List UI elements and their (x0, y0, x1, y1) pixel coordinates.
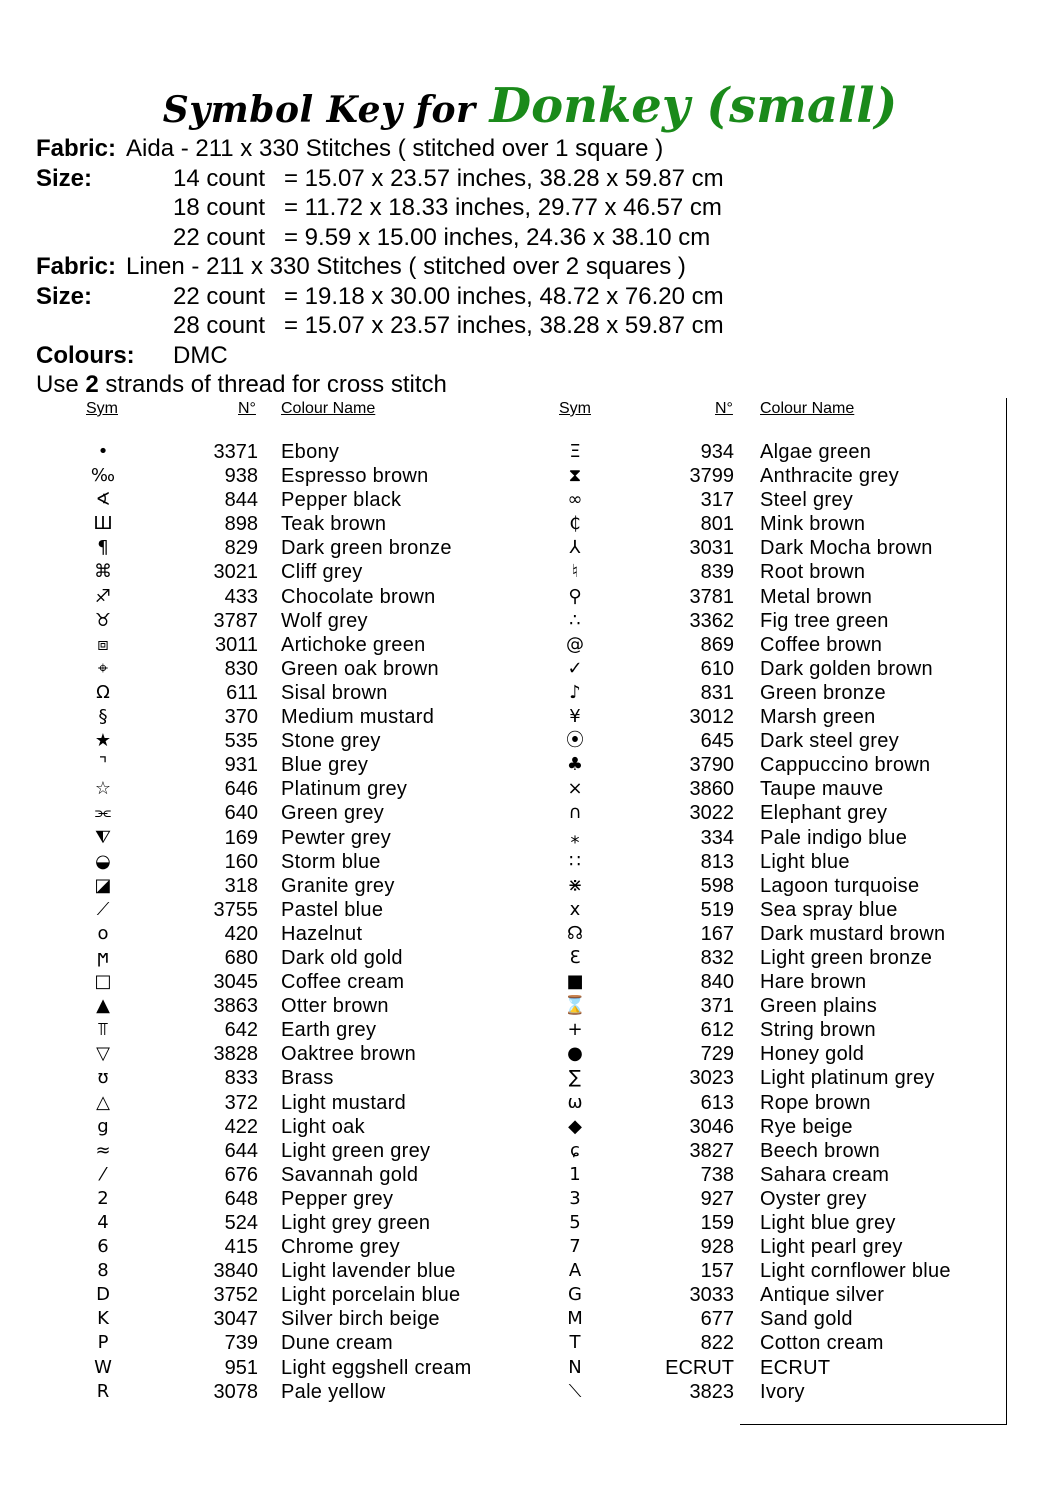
colour-name: Stone grey (281, 730, 381, 753)
colour-name: Dark mustard brown (760, 922, 946, 945)
size-count: 22 count (173, 282, 266, 310)
colour-name: Hazelnut (281, 922, 363, 945)
colour-name: Pale yellow (281, 1380, 386, 1403)
symbol-glyph: ⧈ (97, 633, 109, 655)
symbol-glyph: ω (567, 1091, 583, 1113)
dmc-number: 677 (700, 1308, 734, 1331)
colour-name: String brown (760, 1019, 876, 1042)
header-sym: Sym (86, 400, 118, 417)
symbol-glyph: ⫘ (94, 802, 112, 824)
symbol-glyph: ▽ (96, 1043, 110, 1065)
dmc-number: 3781 (689, 585, 734, 608)
symbol-glyph: ◆ (568, 1115, 582, 1137)
dmc-number: 3860 (689, 778, 734, 801)
symbol-glyph: ☊ (567, 922, 583, 944)
size-row (36, 193, 722, 223)
dmc-number: 3078 (213, 1380, 258, 1403)
size-row (36, 311, 724, 341)
symbol-glyph: T (569, 1332, 581, 1354)
colour-name: Algae green (760, 441, 872, 463)
symbol-glyph: ☆ (94, 778, 112, 800)
colour-name: Ivory (760, 1380, 805, 1403)
symbol-glyph: ◪ (94, 874, 112, 896)
size-row (36, 223, 711, 253)
dmc-number: 317 (700, 489, 734, 512)
colour-name: Antique silver (760, 1284, 885, 1307)
symbol-glyph: △ (96, 1091, 110, 1113)
bottom-border (740, 1424, 1007, 1425)
dmc-number: 640 (224, 802, 258, 825)
colour-name: Light blue grey (760, 1212, 896, 1234)
symbol-glyph: ⌘ (94, 561, 112, 583)
aida-fabric-row (36, 134, 686, 164)
colour-name: Earth grey (281, 1019, 377, 1042)
symbol-glyph: 1 (569, 1163, 581, 1185)
colour-name: Brass (281, 1067, 334, 1090)
dmc-number: 610 (700, 657, 734, 680)
dmc-number: 535 (224, 730, 258, 753)
dmc-number: 524 (224, 1212, 258, 1234)
symbol-glyph: A (568, 1260, 582, 1282)
symbol-glyph: ⟍ (568, 1380, 582, 1402)
colour-name: Green bronze (760, 681, 886, 704)
aida-fabric-text: Aida - 211 x 330 Stitches ( stitched over 1 square ) (126, 135, 664, 162)
dmc-number: 3023 (689, 1067, 734, 1090)
colour-name: Metal brown (760, 585, 873, 608)
symbol-glyph: ♉ (94, 609, 112, 631)
symbol-glyph: ⚲ (568, 585, 582, 607)
colour-name: Dark green bronze (281, 537, 452, 560)
dmc-number: 839 (700, 561, 734, 584)
colour-name: Fig tree green (760, 609, 889, 632)
fabric-info (36, 134, 724, 400)
colour-name: Cliff grey (281, 561, 363, 584)
symbol-glyph: Ω (96, 681, 110, 703)
colour-name: Light oak (281, 1115, 365, 1138)
dmc-number: 646 (224, 778, 258, 801)
colour-name: Elephant grey (760, 802, 888, 825)
symbol-glyph: ⋇ (567, 874, 583, 896)
dmc-number: 422 (224, 1115, 258, 1138)
size-result: = 15.07 x 23.57 inches, 38.28 x 59.87 cm (284, 312, 724, 339)
dmc-number: 645 (700, 730, 734, 753)
colour-name: Otter brown (281, 995, 389, 1018)
colour-name: Granite grey (281, 874, 395, 897)
colour-name: Espresso brown (281, 465, 429, 488)
symbol-glyph: W (94, 1356, 112, 1378)
dmc-number: 951 (224, 1356, 258, 1379)
dmc-number: 372 (224, 1091, 258, 1114)
size-result: = 19.18 x 30.00 inches, 48.72 x 76.20 cm (284, 282, 724, 310)
size-result: = 11.72 x 18.33 inches, 29.77 x 46.57 cm (284, 194, 722, 221)
colour-name: Sand gold (760, 1308, 853, 1331)
dmc-number: 3033 (689, 1284, 734, 1307)
strands-note (36, 370, 686, 400)
dmc-number: 3828 (213, 1043, 258, 1066)
dmc-number: 598 (700, 874, 734, 897)
colour-name: Light grey green (281, 1212, 431, 1234)
size-count: 18 count (173, 194, 266, 221)
colour-name: Steel grey (760, 489, 854, 512)
symbol-glyph: × (567, 778, 583, 800)
dmc-number: 371 (700, 995, 734, 1018)
dmc-number: 3863 (213, 995, 258, 1018)
colour-name: Savannah gold (281, 1163, 419, 1186)
colour-name: Oyster grey (760, 1187, 867, 1210)
dmc-number: 613 (700, 1091, 734, 1114)
size-row (36, 282, 724, 312)
dmc-number: 680 (224, 946, 258, 969)
symbol-glyph: ⌖ (97, 657, 109, 679)
symbol-glyph: ✓ (567, 657, 583, 679)
symbol-glyph: Ɛ (569, 946, 581, 968)
dmc-number: 840 (700, 971, 734, 994)
dmc-number: 831 (700, 681, 734, 704)
dmc-number: 370 (224, 706, 258, 729)
strands-post: strands of thread for cross stitch (98, 371, 447, 398)
colour-name: Dark Mocha brown (760, 537, 933, 560)
size-result: = 15.07 x 23.57 inches, 38.28 x 59.87 cm (284, 164, 724, 192)
symbol-glyph: 6 (97, 1236, 109, 1258)
colour-name: Dune cream (281, 1332, 393, 1355)
colour-name: Platinum grey (281, 778, 408, 801)
dmc-number: 3840 (213, 1260, 258, 1283)
symbol-glyph: ♣ (566, 754, 584, 776)
dmc-number: 3046 (689, 1115, 734, 1138)
colour-name: Teak brown (281, 513, 387, 536)
colour-name: Green plains (760, 995, 877, 1018)
dmc-number: 3755 (213, 898, 258, 921)
symbol-glyph: ▲ (96, 995, 110, 1017)
colour-name: Honey gold (760, 1043, 865, 1066)
colour-name: Silver birch beige (281, 1308, 440, 1331)
symbol-glyph: ■ (566, 971, 584, 993)
fabric-label: Fabric: (36, 253, 117, 280)
symbol-glyph: ≈ (95, 1139, 111, 1161)
dmc-number: 644 (224, 1139, 258, 1162)
size-count: 28 count (173, 312, 266, 339)
colour-name: Cotton cream (760, 1332, 884, 1355)
symbol-glyph: ∑ (568, 1067, 582, 1089)
dmc-number: 869 (700, 633, 734, 656)
symbol-glyph: ♮ (571, 561, 579, 583)
symbol-glyph: § (98, 706, 108, 728)
dmc-number: 3787 (213, 609, 258, 632)
dmc-number: 334 (700, 826, 734, 849)
header-num: N° (238, 400, 256, 417)
dmc-number: 832 (700, 946, 734, 969)
dmc-number: 822 (700, 1332, 734, 1355)
symbol-glyph: Ш (93, 513, 113, 535)
symbol-glyph: 3 (569, 1187, 581, 1209)
symbol-glyph: ♪ (569, 681, 581, 703)
size-count: 22 count (173, 223, 266, 251)
colour-name: Green grey (281, 802, 385, 825)
symbol-glyph: K (97, 1308, 109, 1330)
colour-name: ECRUT (760, 1356, 831, 1379)
colour-name: Beech brown (760, 1139, 881, 1162)
symbol-glyph: @ (566, 633, 584, 655)
colour-name: Taupe mauve (760, 778, 884, 801)
strands-number: 2 (85, 371, 99, 398)
symbol-glyph: ∞ (567, 489, 583, 511)
colour-name: Chrome grey (281, 1236, 400, 1259)
linen-fabric-row (36, 252, 686, 282)
symbol-glyph: ¥ (569, 706, 581, 728)
colours-value: DMC (173, 341, 228, 369)
dmc-number: 3827 (689, 1139, 734, 1162)
symbol-glyph: o (97, 922, 109, 944)
colour-name: Hare brown (760, 971, 867, 994)
symbol-glyph: ● (567, 1043, 583, 1065)
dmc-number: 3047 (213, 1308, 258, 1331)
symbol-glyph: ⦿ (566, 730, 584, 752)
colour-name: Light cornflower blue (760, 1260, 951, 1283)
dmc-number: 160 (224, 850, 258, 873)
symbol-glyph: Ξ (569, 441, 581, 462)
colour-name: Pale indigo blue (760, 826, 908, 849)
symbol-glyph: g (97, 1115, 109, 1137)
dmc-number: 318 (224, 874, 258, 897)
colour-name: Chocolate brown (281, 585, 436, 608)
colour-name: Cappuccino brown (760, 754, 931, 777)
colour-name: Marsh green (760, 706, 876, 729)
header-colour-name: Colour Name (760, 400, 855, 417)
dmc-number: 648 (224, 1187, 258, 1210)
symbol-glyph: ϻ (97, 946, 109, 968)
symbol-glyph: M (567, 1308, 583, 1330)
colour-name: Light blue (760, 850, 850, 873)
dmc-number: 415 (224, 1236, 258, 1259)
symbol-glyph: N (568, 1356, 582, 1378)
symbol-glyph: ⧗ (568, 465, 582, 487)
dmc-number: ECRUT (665, 1356, 734, 1379)
dmc-number: 3031 (689, 537, 734, 560)
symbol-glyph: G (568, 1284, 582, 1306)
colour-name: Medium mustard (281, 706, 435, 729)
colour-name: Pewter grey (281, 826, 392, 849)
size-label: Size: (36, 282, 93, 310)
symbol-glyph: ∢ (95, 489, 111, 511)
colour-name: Dark steel grey (760, 730, 899, 753)
dmc-number: 927 (700, 1187, 734, 1210)
colour-name: Dark old gold (281, 946, 403, 969)
symbol-glyph: ⟋ (96, 898, 110, 920)
dmc-number: 830 (224, 657, 258, 680)
dmc-number: 3799 (689, 465, 734, 488)
dmc-number: 813 (700, 850, 734, 873)
dmc-number: 938 (224, 465, 258, 488)
size-row (36, 164, 724, 194)
dmc-number: 3045 (213, 971, 258, 994)
header-sym: Sym (559, 400, 591, 417)
colour-name: Root brown (760, 561, 866, 584)
colour-name: Oaktree brown (281, 1043, 417, 1066)
symbol-glyph: 5 (569, 1212, 581, 1233)
colour-name: Anthracite grey (760, 465, 900, 488)
dmc-number: 169 (224, 826, 258, 849)
colour-name: Storm blue (281, 850, 381, 873)
dmc-number: 829 (224, 537, 258, 560)
colour-name: Pastel blue (281, 898, 384, 921)
colour-name: Dark golden brown (760, 657, 933, 680)
dmc-number: 738 (700, 1163, 734, 1186)
dmc-number: 931 (224, 754, 258, 777)
dmc-number: 844 (224, 489, 258, 512)
dmc-number: 934 (700, 441, 734, 463)
colours-row (36, 341, 686, 371)
symbol-glyph: P (97, 1332, 109, 1354)
dmc-number: 729 (700, 1043, 734, 1066)
colour-name: Blue grey (281, 754, 369, 777)
fabric-label: Fabric: (36, 135, 117, 162)
size-label: Size: (36, 164, 93, 192)
dmc-number: 519 (700, 898, 734, 921)
symbol-glyph: ⅄ (569, 537, 581, 559)
title-prefix: Symbol Key for (162, 89, 476, 131)
colour-name: Ebony (281, 441, 340, 463)
colour-name: Light mustard (281, 1091, 407, 1114)
dmc-number: 157 (700, 1260, 734, 1283)
dmc-number: 642 (224, 1019, 258, 1042)
symbol-glyph: • (97, 441, 109, 462)
colour-name: Lagoon turquoise (760, 874, 920, 897)
dmc-number: 898 (224, 513, 258, 536)
symbol-glyph: ⫪ (97, 1019, 109, 1041)
symbol-glyph: 7 (569, 1236, 581, 1258)
colour-name: Pepper black (281, 489, 402, 512)
symbol-glyph: ∷ (569, 850, 581, 872)
dmc-number: 3790 (689, 754, 734, 777)
dmc-number: 433 (224, 585, 258, 608)
colour-name: Coffee cream (281, 971, 405, 994)
symbol-glyph: 2 (97, 1187, 109, 1209)
right-border (1006, 398, 1007, 1424)
symbol-glyph: ʊ (97, 1067, 109, 1089)
colours-label: Colours: (36, 341, 135, 369)
dmc-number: 928 (700, 1236, 734, 1259)
colour-name: Light platinum grey (760, 1067, 935, 1090)
colour-name: Light green bronze (760, 946, 933, 969)
colour-name: Artichoke green (281, 633, 426, 656)
colour-name: Light porcelain blue (281, 1284, 461, 1307)
symbol-glyph: ⧨ (94, 826, 112, 848)
symbol-glyph: D (96, 1284, 110, 1306)
dmc-number: 611 (226, 681, 258, 704)
dmc-number: 3823 (689, 1380, 734, 1403)
symbol-glyph: ¶ (97, 537, 109, 559)
size-count: 14 count (173, 164, 266, 192)
colour-name: Sisal brown (281, 681, 388, 704)
strands-pre: Use (36, 371, 86, 398)
symbol-glyph: ₵ (569, 513, 581, 535)
colour-name: Rope brown (760, 1091, 871, 1114)
colour-name: Sahara cream (760, 1163, 890, 1186)
colour-name: Wolf grey (281, 609, 368, 632)
colour-name: Coffee brown (760, 633, 883, 656)
symbol-glyph: ♐ (94, 585, 112, 607)
colour-name: Light pearl grey (760, 1236, 903, 1259)
symbol-glyph: ∴ (569, 609, 581, 631)
dmc-number: 676 (224, 1163, 258, 1186)
symbol-glyph: ∩ (568, 802, 582, 824)
symbol-glyph: 4 (97, 1212, 109, 1233)
colour-name: Light green grey (281, 1139, 431, 1162)
symbol-glyph: R (96, 1380, 110, 1402)
header-colour-name: Colour Name (281, 400, 376, 417)
page-title (0, 78, 1060, 134)
colour-name: Rye beige (760, 1115, 853, 1138)
symbol-glyph: ⌛ (563, 995, 587, 1017)
symbol-glyph: ‰ (90, 465, 116, 487)
symbol-glyph: □ (94, 971, 112, 993)
dmc-number: 612 (700, 1019, 734, 1042)
symbol-glyph: + (567, 1019, 583, 1041)
symbol-glyph: ★ (94, 730, 112, 752)
colour-name: Light eggshell cream (281, 1356, 472, 1379)
dmc-number: 420 (224, 922, 258, 945)
symbol-glyph: ⁎ (570, 826, 580, 848)
dmc-number: 801 (700, 513, 734, 536)
header-num: N° (715, 400, 733, 417)
colour-name: Light lavender blue (281, 1260, 456, 1283)
dmc-number: 3011 (214, 633, 258, 656)
size-result: = 9.59 x 15.00 inches, 24.36 x 38.10 cm (284, 223, 711, 251)
symbol-glyph: ɕ (570, 1139, 580, 1161)
dmc-number: 3022 (689, 802, 734, 825)
colour-name: Sea spray blue (760, 898, 898, 921)
linen-fabric-text: Linen - 211 x 330 Stitches ( stitched over 2 squares ) (126, 253, 686, 280)
dmc-number: 3752 (213, 1284, 258, 1307)
dmc-number: 159 (700, 1212, 734, 1234)
symbol-glyph: 8 (97, 1260, 109, 1282)
symbol-glyph: x (569, 898, 581, 920)
dmc-number: 3021 (213, 561, 258, 584)
pattern-name: Donkey (small) (489, 78, 898, 134)
dmc-number: 3012 (689, 706, 734, 729)
symbol-glyph: ⁄ (101, 1163, 105, 1185)
colour-name: Green oak brown (281, 657, 439, 680)
dmc-number: 833 (224, 1067, 258, 1090)
symbol-glyph: ⌝ (98, 754, 108, 776)
colour-name: Mink brown (760, 513, 866, 536)
dmc-number: 739 (224, 1332, 258, 1355)
symbol-glyph: ◒ (95, 850, 111, 872)
dmc-number: 167 (700, 922, 734, 945)
dmc-number: 3371 (213, 441, 258, 463)
colour-name: Pepper grey (281, 1187, 394, 1210)
dmc-number: 3362 (689, 609, 734, 632)
